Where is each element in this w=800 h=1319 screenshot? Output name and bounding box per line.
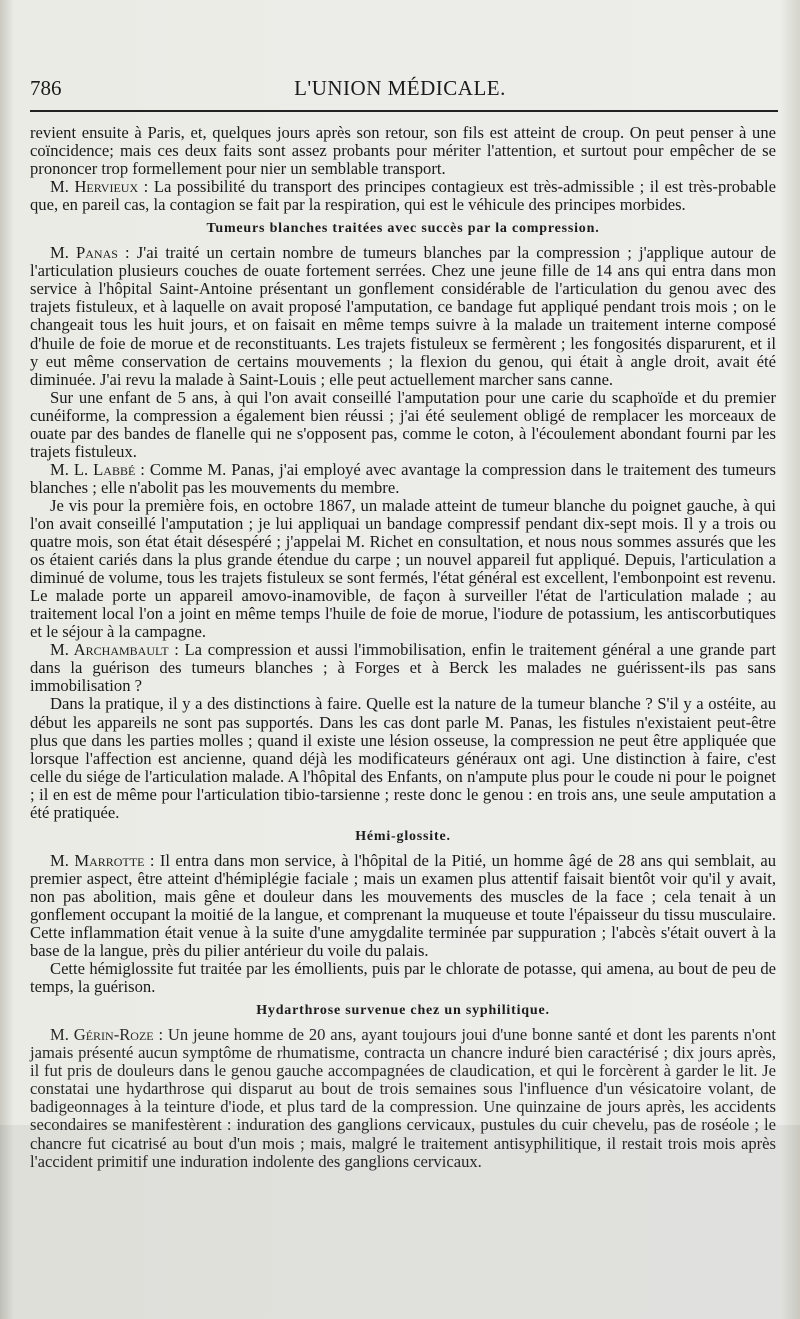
paragraph: Dans la pratique, il y a des distinctions à faire. Quelle est la nature de la tumeur blanche ? S'il y a ostéite, au début les appareils ne sont pas supportés. Dans les cas dont parle M. Panas, les fistules n'existaient peut-être plus que dans les parties molles ; quand il existe une lésion osseuse, la compression ne peut être appliquée que lorsque l'affection est ancienne, quand déjà les modificateurs généraux ont agi. Une distinction à faire, c'est celle du siége de l'articulation malade. A l'hôpital des Enfants, on n'ampute plus pour le coude ni pour le poignet ; il en est de même pour l'articulation tibio-tarsienne ; reste donc le genou : en trois ans, une seule amputation a été pratiquée.	[30, 694, 776, 822]
speaker-name: M. Marrotte :	[50, 850, 155, 870]
paragraph: Cette hémiglossite fut traitée par les émollients, puis par le chlorate de potasse, qui amena, au bout de peu de temps, la guérison.	[30, 959, 776, 997]
paragraph-text: Il entra dans mon service, à l'hôpital de la Pitié, un homme âgé de 28 ans qui semblait, au premier aspect, être atteint d'hémiplégie faciale ; mais un examen plus attentif faisait bientôt voir qu'il y avait, non pas abolition, mais gêne et douleur dans les mouvements des muscles de la face ; cela tenait à un gonflement occupant la moitié de la langue, et comprenant la muqueuse et toute l'épaisseur du tissu musculaire. Cette inflammation était venue à la suite d'une amygdalite terminée par suppuration ; l'abcès s'était ouvert à la base de la langue, près du pilier antérieur du voile du palais.	[30, 850, 776, 961]
paragraph	[30, 461, 776, 497]
speaker-name: M. Hervieux :	[50, 177, 149, 197]
section-heading: Hydarthrose survenue chez un syphilitique.	[256, 1003, 550, 1019]
paragraph: Sur une enfant de 5 ans, à qui l'on avait conseillé l'amputation pour une carie du scaphoïde et du premier cunéiforme, la compression a également bien réussi ; j'ai été seulement obligé de remplacer les morceaux de ouate par des bandes de flanelle qui ne s'opposent pas, comme le coton, à l'écoulement abondant fourni par les trajets fistuleux.	[30, 387, 776, 461]
paragraph	[30, 1026, 776, 1170]
paragraph	[30, 852, 776, 960]
paragraph-text: Comme M. Panas, j'ai employé avec avantage la compression dans le traitement des tumeurs blanches ; elle n'abolit pas les mouvements du membre.	[30, 459, 776, 497]
paragraph: Je vis pour la première fois, en octobre 1867, un malade atteint de tumeur blanche du poignet gauche, à qui l'on avait conseillé l'amputation ; je lui appliquai un bandage compressif pendant dix-sept mois. Il y a trois ou quatre mois, son état était désespéré ; j'appelai M. Richet en consultation, et nous nous sommes assurés que les os étaient cariés dans la plus grande étendue du carpe ; un nouvel appareil fut appliqué. Depuis, l'articulation a diminué de volume, tous les trajets fistuleux se sont fermés, l'état général est excellent, l'embonpoint est revenu. Le malade porte un appareil amovo-inamovible, de façon à surveiller l'état de l'articulation malade ; au traitement local l'on a joint en même temps l'huile de foie de morue, l'iodure de potassium, les antiscorbutiques et le séjour à la campagne.	[30, 495, 776, 642]
speaker-name: M. Gérin-Roze :	[50, 1025, 164, 1045]
page-number: 786	[30, 76, 62, 100]
page-header	[30, 76, 770, 102]
paragraph-text: La possibilité du transport des principes contagieux est très-admissible ; il est très-probable que, en pareil cas, la contagion se fait par la respiration, qui est le véhicule des principes morbides.	[30, 177, 777, 215]
paragraph: revient ensuite à Paris, et, quelques jours après son retour, son fils est atteint de croup. On peut penser à une coïncidence; mais ces deux faits sont assez probants pour mériter l'attention, et surtout pour empêcher de se prononcer trop formellement pour nier un semblable transport.	[30, 123, 776, 179]
paragraph-text: Un jeune homme de 20 ans, ayant toujours joui d'une bonne santé et dont les parents n'ont jamais présenté aucun symptôme de rhumatisme, contracta un chancre induré bien caractérisé ; dix jours après, il fut pris de douleurs dans le genou gauche accompagnées de claudication, et qui le forcèrent à garder le lit. Je constatai une hydarthrose qui disparut au bout de trois semaines sous l'influence d'un vésicatoire volant, de badigeonnages à la teinture d'iode, et plus tard de la compression. Une quinzaine de jours après, les accidents secondaires se manifestèrent : induration des ganglions cervicaux, pustules du cuir chevelu, pas de roséole ; le chancre fut cicatrisé au bout d'un mois ; mais, malgré le traitement antisyphilitique, il restait trois mois après l'accident primitif une induration indolente des ganglions cervicaux.	[30, 1025, 776, 1171]
speaker-name: M. Archambault :	[50, 640, 179, 660]
paragraph	[30, 178, 776, 214]
paragraph	[30, 244, 776, 388]
running-title: L'UNION MÉDICALE.	[294, 76, 506, 100]
paragraph	[30, 641, 776, 695]
section-heading: Hémi-glossite.	[355, 828, 451, 844]
header-rule	[30, 110, 778, 112]
body-text	[30, 124, 776, 1171]
speaker-name: M. Panas :	[50, 243, 130, 263]
section-heading: Tumeurs blanches traitées avec succès par la compression.	[206, 221, 600, 237]
paragraph-text: La compression et aussi l'immobilisation, enfin le traitement général a une grande part dans la guérison des tumeurs blanches ; à Forges et à Berck les malades ne guérissent-ils pas sans immobilisation ?	[30, 640, 776, 696]
speaker-name: M. L. Labbé :	[50, 459, 145, 479]
paragraph-text: J'ai traité un certain nombre de tumeurs blanches par la compression ; j'applique autour de l'articulation plusieurs couches de ouate fortement serrées. Chez une jeune fille de 14 ans qui entra dans mon service à l'hôpital Saint-Antoine présentant un gonflement considérable de l'articulation du genou avec des trajets fistuleux, et à laquelle on avait proposé l'amputation, ce bandage fut appliqué pendant trois mois ; on le changeait tous les huit jours, et on faisait en même temps suivre à la malade un traitement interne composé d'huile de foie de morue et de reconstituants. Les trajets fistuleux se fermèrent ; les fongosités disparurent, et il y eut même conservation de certains mouvements ; la flexion du genou, qui était à angle droit, avait été diminuée. J'ai revu la malade à Saint-Louis ; elle peut actuellement marcher sans canne.	[30, 243, 776, 389]
